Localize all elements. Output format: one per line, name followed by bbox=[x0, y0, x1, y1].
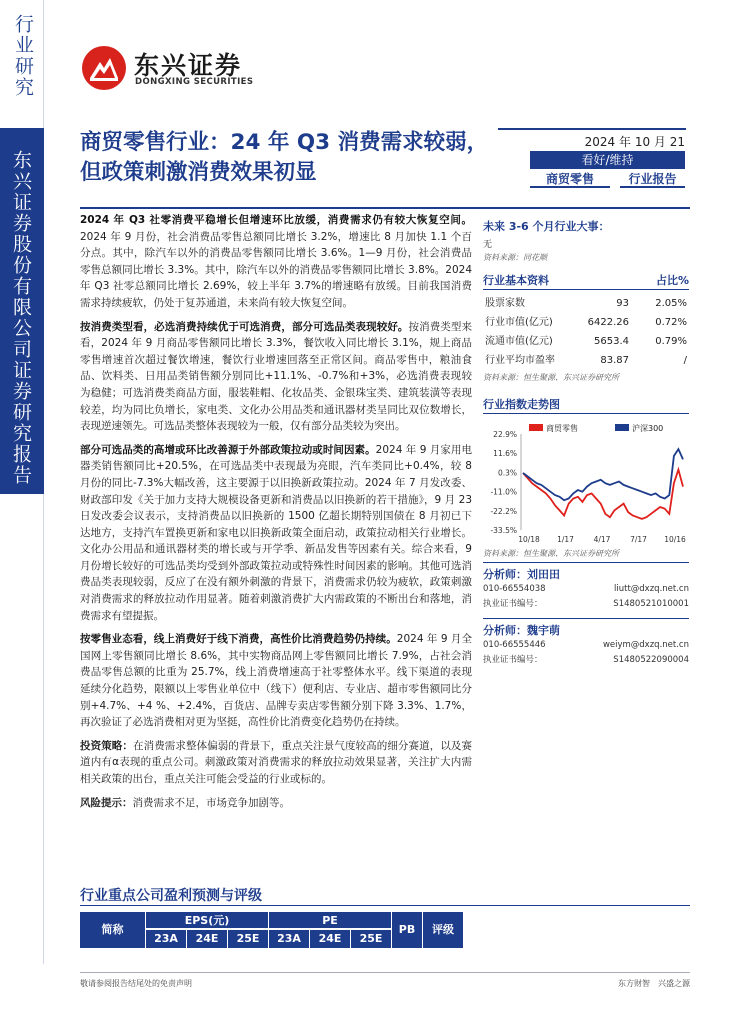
basic-row-pct: 0.72% bbox=[655, 317, 687, 328]
col-eps-year: 23A bbox=[146, 930, 186, 948]
overview-heading: 2024 年 Q3 社零消费平稳增长但增速环比放缓，消费需求仍有较大恢复空间。 bbox=[80, 214, 472, 226]
col-eps-year: 24E bbox=[187, 930, 227, 948]
analyst-cert bbox=[483, 653, 689, 668]
x-tick-label: 1/17 bbox=[557, 535, 574, 544]
series-line-csi300 bbox=[523, 449, 683, 500]
paragraph-strategy bbox=[80, 738, 472, 788]
basic-row-value: 83.87 bbox=[600, 355, 629, 366]
policy-text: 2024 年 9 月家用电器类销售额同比+20.5%，在可选品类中表现最为亮眼，汽车类同比+0.4%，较 8 月份的同比-7.3%大幅改善，这主要源于以旧换新政策拉动。2024 年 7 月发改委、财政部印发《关于加力支持大规模设备更新和消费品以旧换新的若干措施》，9 月 23 日发改委会议表示，支持消费品以旧换新的 1500 亿超长期特别国债在 8 月初已下达地方，支持汽车置换更新和家电以旧换新政策全面启动，政策拉动相关行业增长。文化办公用品和通讯器材类的增长或与开学季、新品发售等因素有关。综合来看，9 月份增长较好的可选品类均受到外部政策拉动或特殊性时间因素的影响。其他可选消费品类表现较弱，反应了在没有额外刺激的背景下，消费需求仍较为疲软，政策刺激对消费需求的释放拉动作用显著。随着刺激消费扩大内需政策的不断出台和落地，消费需求有望提振。 bbox=[80, 443, 473, 622]
analyst-contact bbox=[483, 582, 689, 597]
analyst-phone: 010-66554038 bbox=[483, 584, 546, 594]
policy-heading: 部分可选品类的高增或环比改善源于外部政策拉动或时间因素。 bbox=[80, 443, 376, 456]
col-pe-year: 24E bbox=[310, 930, 350, 948]
paragraph-overview bbox=[80, 212, 472, 312]
sidebar-company-label: 东兴证券股份有限公司证券研究报告 bbox=[10, 150, 32, 486]
analyst-cert-label: 执业证书编号： bbox=[483, 655, 543, 665]
industry-basic-data bbox=[483, 272, 689, 383]
company-logo bbox=[80, 44, 270, 94]
sidebar-category bbox=[0, 0, 44, 128]
basic-data-title: 行业基本资料 bbox=[483, 274, 549, 287]
header-top-rule bbox=[498, 128, 686, 130]
logo-mark-icon bbox=[80, 44, 128, 92]
logo-name: 东兴证券 bbox=[134, 51, 243, 80]
events-section bbox=[483, 218, 689, 263]
forecast-table-rule bbox=[80, 905, 690, 906]
strategy-label: 投资策略： bbox=[80, 739, 133, 752]
paragraph-channel bbox=[80, 631, 472, 731]
x-tick-label: 10/16 bbox=[664, 535, 686, 544]
legend-swatch bbox=[615, 424, 629, 431]
basic-row-label: 行业平均市盈率 bbox=[485, 355, 555, 366]
basic-row-value: 5653.4 bbox=[594, 336, 629, 347]
footer-slogan: 东方财智 兴盛之源 bbox=[618, 979, 690, 988]
legend-swatch bbox=[529, 424, 543, 431]
sidebar-category-label: 行业研究 bbox=[12, 14, 34, 98]
x-tick-label: 7/17 bbox=[630, 535, 647, 544]
sidebar-company bbox=[0, 128, 44, 494]
report-date: 2024 年 10 月 21 bbox=[584, 135, 685, 149]
col-eps-year: 25E bbox=[228, 930, 268, 948]
footer-disclaimer: 敬请参阅报告结尾处的免责声明 bbox=[80, 979, 192, 988]
col-rating: 评级 bbox=[423, 912, 463, 948]
basic-row-pct: 2.05% bbox=[655, 298, 687, 309]
x-tick-label: 10/18 bbox=[518, 535, 540, 544]
y-tick-label: 11.6% bbox=[493, 449, 517, 459]
basic-row bbox=[483, 313, 689, 332]
legend-label: 商贸零售 bbox=[546, 424, 578, 433]
channel-heading: 按零售业态看，线上消费好于线下消费，高性价比消费趋势仍持续。 bbox=[80, 633, 397, 646]
industry-rating: 看好/维持 bbox=[530, 151, 685, 169]
paragraph-policy bbox=[80, 442, 472, 625]
channel-text: 2024 年 9 月全国网上零售额同比增长 8.6%，其中实物商品网上零售额同比增长 7.9%，占社会消费品零售总额的比重为 25.7%，线上消费增速高于社零整体水平。线下渠道的表现延续分化趋势，限额以上零售业单位中（线下）便利店、专业店、超市零售额同比分别+4.7%、+4 %、+2.4%，百货店、品牌专卖店零售额分别下降 3.3%、1.7%，再次验证了必选消费相对更为坚挺，高性价比消费变化趋势仍在持续。 bbox=[80, 633, 472, 729]
analyst-phone: 010-66555446 bbox=[483, 640, 546, 650]
analyst-email[interactable]: liutt@dxzq.net.cn bbox=[614, 584, 689, 594]
basic-row-pct: / bbox=[683, 355, 687, 366]
basic-row bbox=[483, 351, 689, 370]
basic-row-value: 93 bbox=[616, 298, 629, 309]
y-tick-label: 0.3% bbox=[497, 468, 517, 478]
basic-row-label: 行业市值(亿元) bbox=[485, 317, 553, 328]
analyst-email[interactable]: weiym@dxzq.net.cn bbox=[602, 640, 689, 650]
analyst-contact bbox=[483, 638, 689, 653]
analyst-cert-number: S1480522090004 bbox=[613, 655, 689, 665]
forecast-table-title: 行业重点公司盈利预测与评级 bbox=[80, 888, 262, 904]
paragraph-consumption-type bbox=[80, 319, 472, 435]
events-title: 未来 3-6 个月行业大事： bbox=[483, 220, 610, 233]
x-tick-label: 4/17 bbox=[593, 535, 611, 544]
analyst-cert-number: S1480521010001 bbox=[613, 599, 689, 609]
events-source: 资料来源：同花顺 bbox=[483, 253, 547, 262]
consumption-type-heading: 按消费类型看，必选消费持续优于可选消费，部分可选品类表现较好。 bbox=[80, 320, 409, 333]
basic-row-label: 流通市值(亿元) bbox=[485, 336, 553, 347]
risk-label: 风险提示： bbox=[80, 796, 133, 809]
logo-english-name: DONGXING SECURITIES bbox=[135, 77, 254, 87]
paragraph-risk bbox=[80, 795, 472, 812]
col-pb: PB bbox=[392, 912, 422, 948]
analyst-section bbox=[483, 562, 689, 668]
basic-row-label: 股票家数 bbox=[485, 298, 525, 309]
col-eps: EPS(元) bbox=[146, 912, 268, 929]
col-pe-year: 23A bbox=[269, 930, 309, 948]
basic-row bbox=[483, 332, 689, 351]
y-tick-label: -22.2% bbox=[490, 506, 517, 516]
basic-row-pct: 0.79% bbox=[655, 336, 687, 347]
series-line-retail bbox=[523, 470, 683, 519]
events-value: 无 bbox=[483, 240, 493, 250]
legend-label: 沪深300 bbox=[632, 424, 664, 433]
analyst-title: 分析师：魏宇萌 bbox=[483, 618, 689, 638]
y-tick-label: 22.9% bbox=[493, 430, 517, 439]
header-divider bbox=[80, 207, 690, 209]
consumption-type-text: 按消费类型来看，2024 年 9 月商品零售额同比增长 3.3%，餐饮收入同比增长 3.1%，规上商品零售增速首次超过餐饮增速，餐饮行业增速回落至正常区间。商品零售中，粮油食品、饮料类、日用品类销售额分别同比+11.1%、-0.7%和+3%，必选消费表现较为稳健；可选消费类商品方面，服装鞋帽、化妆品类、金银珠宝类、建筑装潢等表现较差，均为同比负增长，家电类、文化办公用品类和通讯器材类呈同比双位数增长，表现逆速领先。可选品类整体表现较为一般，仅有部分品类较为突出。 bbox=[80, 320, 473, 433]
col-name: 简称 bbox=[80, 912, 145, 948]
risk-text: 消费需求不足，市场竞争加剧等。 bbox=[132, 796, 290, 809]
index-chart-source: 资料来源：恒生聚源、东兴证券研究所 bbox=[483, 549, 619, 558]
strategy-text: 在消费需求整体偏弱的背景下，重点关注景气度较高的细分赛道，以及赛道内有α表现的重点公司。刺激政策对消费需求的释放拉动效果显著，关注扩大内需相关政策的出台，重点关注可能会受益的行业或标的。 bbox=[80, 739, 473, 785]
basic-row bbox=[483, 294, 689, 313]
report-title: 商贸零售行业：24 年 Q3 消费需求较弱，但政策刺激消费效果初显 bbox=[80, 130, 489, 185]
overview-text: 2024 年 9 月份，社会消费品零售总额同比增长 3.2%，增速比 8 月加快 1.1 个百分点。其中，除汽车以外的消费品零售额同比增长 3.6%。1—9 月份，社会消费品零售总额同比增长 3.3%。其中，除汽车以外的消费品零售额同比增长 3.8%。2024 年 Q3 社零总额同比增长 2.69%，较上半年 3.7%的增速略有放缓。目前我国消费需求持续疲软，仍处于复苏通道，未来尚有较大恢复空间。 bbox=[80, 230, 472, 309]
col-pe-year: 25E bbox=[351, 930, 391, 948]
basic-data-header bbox=[483, 272, 689, 290]
report-type: 行业报告 bbox=[620, 170, 685, 188]
index-chart-title: 行业指数走势图 bbox=[483, 398, 560, 411]
basic-data-source: 资料来源：恒生聚源、东兴证券研究所 bbox=[483, 373, 619, 382]
sidebar-divider bbox=[0, 494, 44, 964]
index-chart bbox=[483, 420, 689, 546]
index-chart-section bbox=[483, 396, 689, 559]
col-pe: PE bbox=[269, 912, 391, 929]
basic-row-value: 6422.26 bbox=[587, 317, 629, 328]
index-chart-header bbox=[483, 396, 689, 414]
analyst-title: 分析师：刘田田 bbox=[483, 562, 689, 582]
basic-pct-header: 占比% bbox=[655, 274, 689, 287]
y-tick-label: -33.5% bbox=[490, 526, 517, 535]
analyst-cert bbox=[483, 597, 689, 612]
y-tick-label: -11.0% bbox=[490, 487, 517, 497]
main-text bbox=[80, 212, 472, 818]
industry-name: 商贸零售 bbox=[530, 170, 610, 188]
analyst-cert-label: 执业证书编号： bbox=[483, 599, 543, 609]
footer-rule bbox=[80, 972, 690, 973]
